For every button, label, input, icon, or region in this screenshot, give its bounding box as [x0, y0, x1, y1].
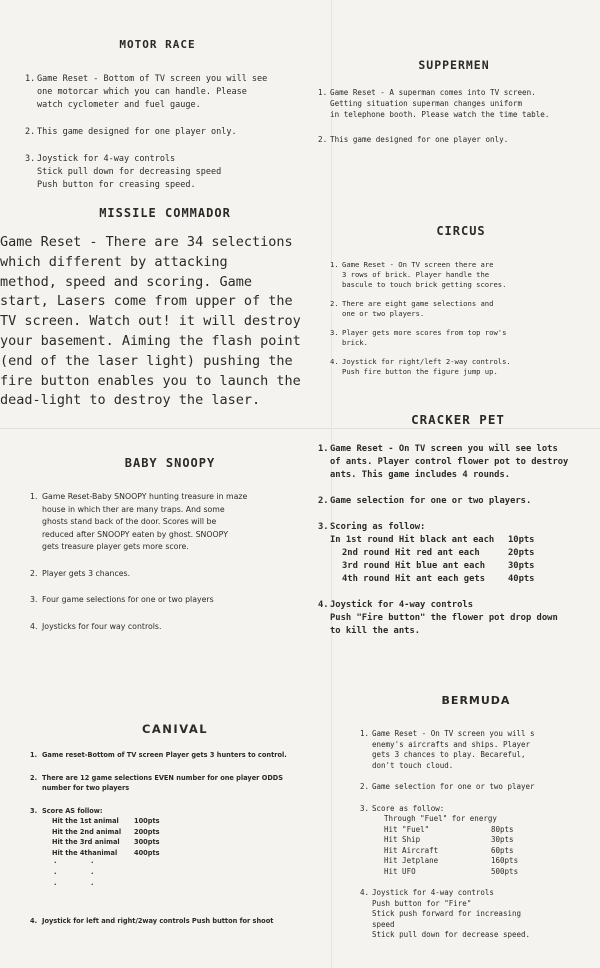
list-item	[25, 73, 290, 112]
score-subheading: Through "Fuel" for energy	[384, 814, 497, 823]
score-points: 30pts	[508, 561, 535, 571]
score-label: Hit UFO	[384, 866, 416, 876]
score-points: 20pts	[508, 548, 535, 558]
item-text: Push button for creasing speed.	[37, 180, 196, 190]
score-row	[330, 547, 598, 560]
item-number: 1.	[25, 74, 36, 84]
item-text: ants. This game includes 4 rounds.	[330, 470, 511, 480]
item-text: Joysticks for four way controls.	[42, 621, 162, 631]
list-item	[30, 750, 320, 761]
item-text: Player gets 3 chances.	[42, 568, 131, 578]
item-text: ghosts stand back of the door. Scores will be	[42, 517, 217, 526]
item-number: 4.	[360, 888, 370, 897]
section-title: CRACKER PET	[411, 412, 505, 427]
item-text: This game designed for one player only.	[37, 127, 237, 137]
item-text: Stick pull down for decreasing speed	[37, 167, 222, 177]
list-item	[30, 491, 310, 554]
section-title: SUPPERMEN	[418, 58, 490, 72]
item-text: Game Reset - On TV screen there are	[342, 260, 494, 269]
list-item	[318, 443, 598, 482]
item-text: gets 3 chances to play. Becareful,	[372, 750, 526, 759]
score-label: 3rd round Hit blue ant each	[342, 561, 485, 571]
list-item	[330, 357, 592, 377]
score-label: Hit the 1st animal	[52, 817, 119, 825]
section-title: BABY SNOOPY	[124, 456, 216, 470]
item-text: Joystick for left and right/2way controls Push button for shoot	[42, 917, 274, 925]
item-text: Joystick for right/left 2-way controls.	[342, 357, 511, 366]
score-row	[42, 848, 320, 859]
list-item	[318, 134, 590, 145]
score-row	[372, 825, 592, 836]
list-item	[30, 594, 310, 607]
item-text: Push "Fire button" the flower pot drop down	[330, 613, 558, 623]
item-text: watch cyclometer and fuel gauge.	[37, 100, 201, 110]
list-item	[318, 87, 590, 120]
item-text: Stick pull down for decrease speed.	[372, 930, 531, 939]
list-item	[318, 495, 598, 508]
item-number: 1.	[318, 88, 328, 97]
item-number: 1.	[330, 260, 339, 269]
score-row	[330, 560, 598, 573]
list-item	[360, 804, 592, 878]
score-row	[372, 835, 592, 846]
section-bermuda	[360, 694, 592, 952]
item-number: 3.	[30, 595, 38, 604]
score-heading: Score as follow:	[372, 803, 445, 813]
score-label: Hit the 2nd animal	[52, 827, 122, 836]
section-title: CIRCUS	[436, 224, 486, 238]
item-number: 2.	[30, 773, 38, 782]
item-text: Game selection for one or two players.	[330, 496, 532, 506]
score-row	[42, 816, 320, 827]
item-number: 2.	[25, 127, 36, 137]
item-number: 1.	[30, 492, 38, 501]
item-text: Game Reset - On TV screen you will s	[372, 729, 535, 738]
item-text: Game selection for one or two player	[372, 782, 535, 791]
item-text: There are eight game selections and	[342, 299, 494, 308]
item-text: of ants. Player control flower pot to destroy	[330, 457, 569, 467]
item-text: gets treasure player gets more score.	[42, 542, 189, 551]
item-text: Game Reset-Baby SNOOPY hunting treasure in maze	[42, 492, 248, 501]
item-text: reduced after SNOOPY eaten by ghost. SNOOPY	[42, 529, 228, 539]
score-points: 10pts	[508, 535, 535, 545]
section-title: MISSILE COMMADOR	[99, 206, 231, 220]
item-text: number for two players	[42, 784, 130, 792]
item-text: to kill the ants.	[330, 626, 421, 636]
list-item	[330, 260, 592, 290]
body-line: TV screen. Watch out! it will destroy	[0, 313, 301, 330]
item-text: Player gets more scores from top row's	[342, 328, 507, 337]
list-item	[25, 126, 290, 139]
item-text: Game Reset - Bottom of TV screen you will see	[37, 74, 268, 84]
section-baby-snoopy	[30, 456, 310, 647]
score-label: Hit the 3rd animal	[52, 838, 120, 846]
body-line: Game Reset - There are 34 selections	[0, 234, 293, 250]
body-line: method, speed and scoring. Game	[0, 273, 252, 290]
list-item	[360, 888, 592, 941]
score-points: 400pts	[134, 848, 160, 857]
score-row	[42, 827, 320, 838]
item-text: 3 rows of brick. Player handle the	[342, 270, 490, 279]
item-number: 2.	[360, 782, 370, 791]
item-number: 3.	[25, 154, 36, 164]
list-item	[318, 599, 598, 638]
item-number: 1.	[30, 751, 38, 759]
section-motor-race	[25, 38, 290, 206]
item-text: Game reset-Bottom of TV screen Player gets 3 hunters to control.	[42, 751, 287, 759]
score-row	[330, 534, 598, 547]
item-text: one motorcar which you can handle. Please	[37, 87, 247, 97]
item-text: Stick push forward for increasing	[372, 909, 522, 918]
item-number: 3.	[330, 328, 339, 337]
item-number: 1.	[360, 729, 370, 738]
list-item	[30, 806, 320, 892]
body-line: (end of the laser light) pushing the	[0, 352, 293, 369]
list-item	[30, 621, 310, 634]
list-item	[30, 773, 320, 794]
item-number: 4.	[330, 357, 339, 366]
item-number: 3.	[360, 803, 370, 813]
score-label: Hit "Fuel"	[384, 824, 430, 834]
list-item	[30, 916, 332, 927]
item-number: 1.	[318, 444, 329, 454]
score-label: 4th round Hit ant each gets	[342, 574, 485, 584]
score-points: 30pts	[491, 835, 514, 844]
item-text: Push fire button the figure jump up.	[342, 367, 498, 376]
item-number: 4.	[30, 917, 38, 925]
item-text: in telephone booth. Please watch the time table.	[330, 110, 550, 119]
ellipsis-dots: · · · · · ·	[54, 859, 94, 889]
list-item	[360, 729, 592, 771]
score-label: Hit Jetplane	[384, 856, 439, 865]
item-number: 4.	[30, 621, 38, 631]
item-number: 3.	[318, 522, 329, 532]
score-points: 300pts	[134, 838, 160, 846]
section-canival	[30, 722, 320, 925]
section-title: BERMUDA	[441, 694, 511, 707]
section-missile-commador	[0, 206, 330, 411]
body-line: start, Lasers come from upper of the	[0, 293, 293, 310]
item-text: brick.	[342, 338, 368, 347]
score-points: 160pts	[491, 856, 519, 865]
score-row	[372, 867, 592, 878]
score-heading: Scoring as follow:	[330, 522, 426, 532]
item-text: Four game selections for one or two players	[42, 595, 214, 604]
list-item	[318, 521, 598, 586]
score-points: 500pts	[491, 866, 519, 876]
item-text: Game Reset - On TV screen you will see lots	[330, 444, 558, 454]
item-text: Joystick for 4-way controls	[37, 154, 176, 164]
body-line: dead-light to destroy the laser.	[0, 392, 261, 409]
item-text: Game Reset - A superman comes into TV screen.	[330, 88, 536, 97]
item-text: house in which ther are many traps. And some	[42, 504, 225, 514]
section-suppermen	[318, 58, 590, 159]
list-item	[330, 299, 592, 319]
section-body	[0, 233, 330, 411]
score-label: In 1st round Hit black ant each	[330, 535, 495, 545]
score-points: 80pts	[491, 824, 514, 834]
item-number: 3.	[30, 806, 38, 815]
score-label: 2nd round Hit red ant each	[342, 548, 480, 558]
score-points: 100pts	[134, 817, 160, 825]
score-row	[372, 856, 592, 867]
item-text: Joystick for 4-way controls	[372, 888, 494, 897]
item-text: one or two players.	[342, 309, 425, 318]
item-text: Getting situation superman changes uniform	[330, 99, 523, 108]
body-line: fire button enables you to launch the	[0, 372, 301, 389]
section-cracker-pet	[318, 412, 598, 651]
item-text: enemy's aircrafts and ships. Player	[372, 739, 531, 749]
item-number: 2.	[330, 299, 339, 308]
item-number: 2.	[318, 496, 329, 506]
item-text: bascule to touch brick getting scores.	[342, 280, 507, 289]
item-text: This game designed for one player only.	[330, 135, 509, 144]
item-text: don't touch cloud.	[372, 760, 454, 770]
score-label: Hit the 4thanimal	[52, 848, 118, 857]
score-label: Hit Ship	[384, 835, 421, 844]
score-row	[372, 846, 592, 857]
list-item	[330, 328, 592, 348]
section-circus	[330, 224, 592, 386]
list-item	[25, 153, 290, 192]
score-points: 40pts	[508, 574, 535, 584]
score-row	[42, 837, 320, 848]
score-points: 60pts	[491, 845, 514, 855]
item-text: Joystick for 4-way controls	[330, 600, 473, 610]
item-text: Push button for "Fire"	[372, 898, 472, 908]
item-number: 2.	[318, 135, 328, 144]
list-item	[30, 568, 310, 581]
section-title: CANIVAL	[141, 722, 209, 736]
body-line: your basement. Aiming the flash point	[0, 332, 301, 349]
score-label: Hit Aircraft	[384, 845, 439, 855]
score-points: 200pts	[134, 827, 160, 836]
item-number: 2.	[30, 568, 38, 578]
item-text: speed	[372, 919, 395, 929]
list-item	[360, 782, 592, 793]
score-row	[330, 573, 598, 586]
body-line: which different by attacking	[0, 253, 228, 270]
item-number: 4.	[318, 600, 329, 610]
item-text: There are 12 game selections EVEN number for one player ODDS	[42, 773, 284, 782]
section-title: MOTOR RACE	[119, 38, 196, 51]
score-heading: Score AS follow:	[42, 806, 103, 815]
